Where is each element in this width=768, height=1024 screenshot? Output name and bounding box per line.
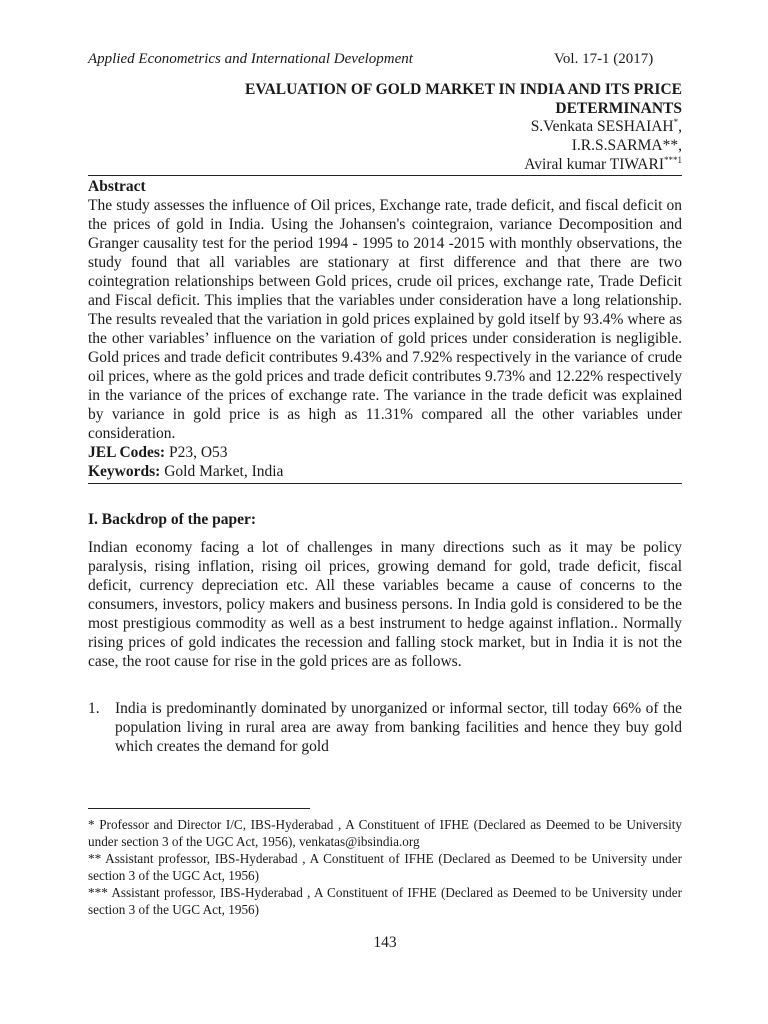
- keywords-label: Keywords:: [88, 463, 161, 480]
- author-1-name: S.Venkata SESHAIAH: [530, 118, 674, 135]
- footnote-divider: [88, 808, 310, 809]
- author-2-name: I.R.S.SARMA**,: [571, 137, 682, 154]
- footnotes: [88, 816, 682, 918]
- page-number: 143: [373, 934, 397, 951]
- jel-codes-value: P23, O53: [165, 444, 228, 461]
- author-2: [282, 136, 682, 155]
- jel-codes: [88, 443, 682, 462]
- author-1-mark: *: [673, 117, 679, 127]
- author-1-suffix: ,: [678, 118, 682, 135]
- footnote-3: *** Assistant professor, IBS-Hyderabad , A Constituent of IFHE (Declared as Deemed to be University under section 3 of the UGC Act, 1956): [88, 885, 682, 917]
- numbered-list: [88, 699, 682, 756]
- abstract-text: The study assesses the influence of Oil prices, Exchange rate, trade deficit, and fiscal deficit on the prices of gold in India. Using the Johansen's cointegraion, variance Decomposition and Granger causality test for the period 1994 - 1995 to 2014 -2015 with monthly observations, the study found that all variables are stationary at first difference and that there are two cointegration relationships between Gold prices, crude oil prices, exchange rate, Trade Deficit and Fiscal deficit. This implies that the variables under consideration have a long relationship. The results revealed that the variation in gold prices explained by gold itself by 93.4% where as the other variables’ influence on the variation of gold prices under consideration is negligible. Gold prices and trade deficit contributes 9.43% and 7.92% respectively in the variance of crude oil prices, where as the gold prices and trade deficit contributes 9.73% and 12.22% respectively in the variance of the prices of exchange rate. The variance in the trade deficit was explained by variance in gold price is as high as 11.31% compared all the other variables under consideration.: [88, 197, 682, 442]
- keywords: [88, 462, 682, 481]
- section-heading: I. Backdrop of the paper:: [88, 511, 257, 528]
- paper-page: [88, 0, 682, 1024]
- author-1: [282, 117, 682, 136]
- author-3: [282, 155, 682, 174]
- list-item-text: India is predominantly dominated by unorganized or informal sector, till today 66% of the population living in rural area are away from banking facilities and hence they buy gold which creates the demand for gold: [115, 700, 682, 755]
- author-3-name: Aviral kumar TIWARI: [524, 156, 664, 173]
- footnote-2: ** Assistant professor, IBS-Hyderabad , A Constituent of IFHE (Declared as Deemed to be University under section 3 of the UGC Act, 1956): [88, 851, 682, 883]
- footnote-1: * Professor and Director I/C, IBS-Hyderabad , A Constituent of IFHE (Declared as Deemed to be University under section 3 of the UGC Act, 1956), venkatas@ibsindia.org: [88, 817, 682, 849]
- jel-codes-label: JEL Codes:: [88, 444, 166, 461]
- journal-name: Applied Econometrics and International Development: [88, 51, 413, 67]
- volume-info: Vol. 17-1 (2017): [554, 51, 654, 67]
- author-3-mark: ***1: [664, 155, 682, 165]
- paper-title: [162, 80, 682, 118]
- body-paragraph: Indian economy facing a lot of challenges in many directions such as it may be policy paralysis, rising inflation, rising oil prices, growing demand for gold, trade deficit, fiscal deficit, currency depreciation etc. All these variables became a cause of concerns to the consumers, investors, policy makers and business persons. In India gold is considered to be the most prestigious commodity as well as a best instrument to hedge against inflation.. Normally rising prices of gold indicates the recession and falling stock market, but in India it is not the case, the root cause for rise in the gold prices are as follows.: [88, 539, 682, 670]
- title-line-2: DETERMINANTS: [555, 100, 682, 117]
- title-line-1: EVALUATION OF GOLD MARKET IN INDIA AND ITS PRICE: [245, 81, 682, 98]
- abstract-section: [88, 175, 682, 484]
- list-item-marker: 1.: [88, 700, 100, 717]
- abstract-heading: Abstract: [88, 178, 146, 195]
- list-item: [88, 699, 682, 756]
- author-list: [282, 117, 682, 174]
- keywords-value: Gold Market, India: [160, 463, 284, 480]
